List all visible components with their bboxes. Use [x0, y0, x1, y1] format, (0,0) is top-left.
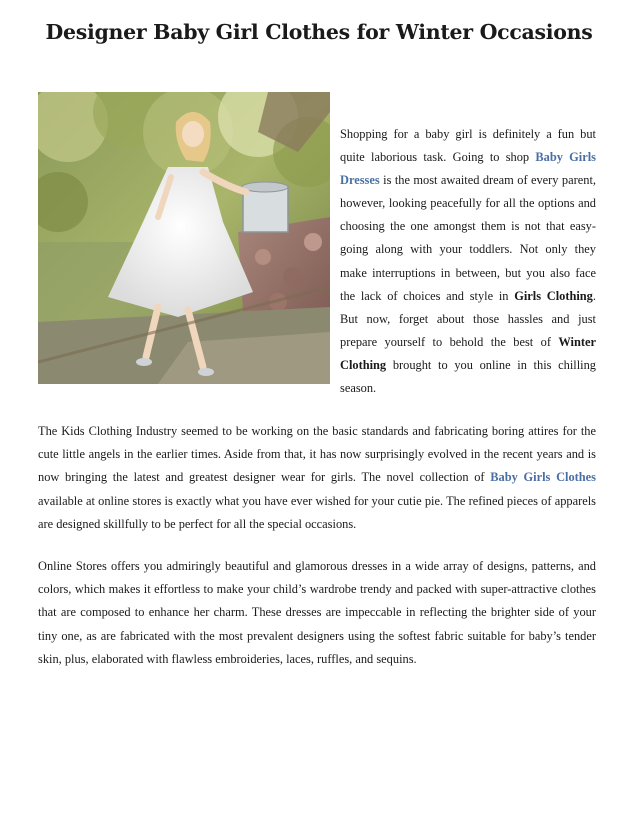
- paragraph-text: available at online stores is exactly what you have ever wished for your cutie pie. The refined pieces of apparels are designed skillfully to be perfect for all the special occasions.: [38, 493, 596, 531]
- girls-clothing-bold: Girls Clothing: [514, 288, 593, 303]
- online-stores-paragraph: Online Stores offers you admiringly beautiful and glamorous dresses in a wide array of designs, patterns, and colors, which makes it effortless to make your child’s wardrobe trendy and packed with super-attractive clothes that are composed to enhance her charm. These dresses are impeccable in reflecting the brighter side of your tiny one, as are fabricated with the most prevalent designers using the softest fabric suitable for baby’s tender skin, plus, elaborated with flawless embroideries, laces, ruffles, and sequins.: [38, 559, 596, 666]
- baby-girls-clothes-link[interactable]: Baby Girls Clothes: [490, 470, 597, 485]
- baby-girls-dresses-link[interactable]: Baby Girls Dresses: [340, 150, 596, 188]
- industry-paragraph: [38, 420, 596, 536]
- intro-paragraph: [340, 123, 596, 400]
- winter-clothing-bold: Winter Clothing: [340, 334, 596, 372]
- intro-text: is the most awaited dream of every parent, however, looking peacefully for all the options and choosing the one amongst them is not that easy-going along with your toddlers. Not only they make interruptions in between, but you also face the lack of choices and style in: [340, 173, 596, 303]
- intro-text: . But now, forget about those hassles and just prepare yourself to behold the best of: [340, 288, 596, 349]
- girl-in-white-dress-photo: [38, 92, 330, 384]
- page-title: Designer Baby Girl Clothes for Winter Occasions: [45, 20, 593, 44]
- intro-text: Shopping for a baby girl is definitely a fun but quite laborious task. Going to shop: [340, 127, 596, 165]
- paragraph-text: The Kids Clothing Industry seemed to be working on the basic standards and fabricating boring attires for the cute little angels in the earlier times. Aside from that, it has now surprisingly evolved in the recent years and is now bringing the latest and greatest designer wear for girls. The novel collection of: [38, 424, 596, 485]
- intro-text: brought to you online in this chilling season.: [340, 357, 596, 396]
